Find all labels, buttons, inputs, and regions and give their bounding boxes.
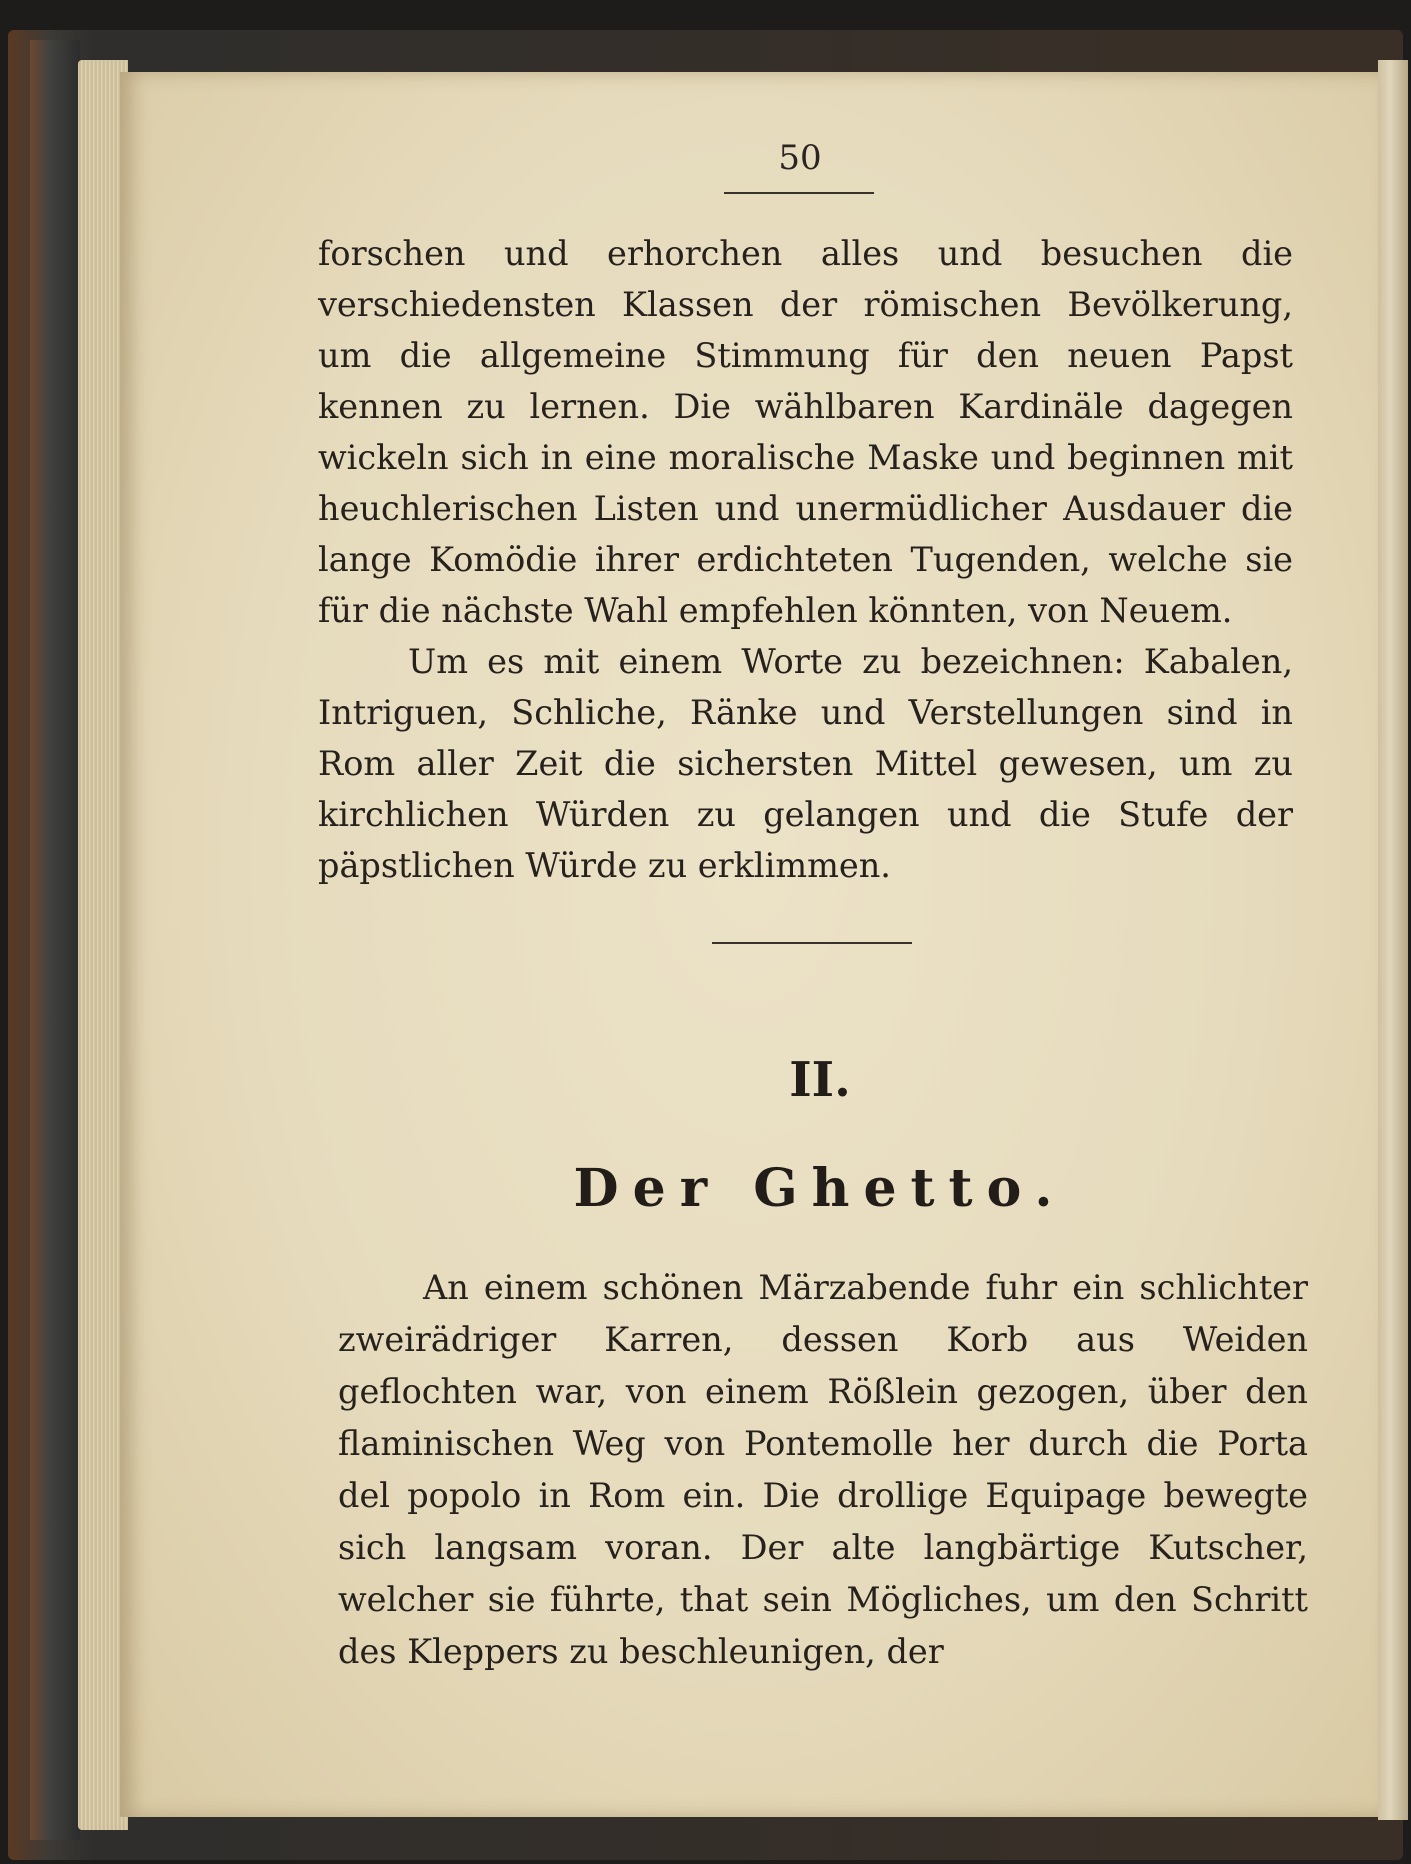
book-spine xyxy=(30,40,80,1840)
page-number-rule xyxy=(724,192,874,194)
body-paragraph-2: Um es mit einem Worte zu bezeichnen: Kabalen, Intriguen, Schliche, Ränke und Verstellungen sind in Rom aller Zeit die sichersten Mittel gewesen, um zu kirchlichen Würden zu gelangen und die Stufe der päpstlichen Würde zu erklimmen. xyxy=(318,642,1293,885)
chapter-title: Der Ghetto. xyxy=(573,1158,1067,1219)
section-divider xyxy=(712,942,912,944)
page-edges-right xyxy=(1378,60,1408,1820)
chapter-text xyxy=(338,1262,1308,1678)
chapter-number: II. xyxy=(789,1052,851,1108)
body-text xyxy=(318,228,1293,891)
body-paragraph-1: forschen und erhorchen alles und besuchen die verschiedensten Klassen der römischen Bevölkerung, um die allgemeine Stimmung für den neuen Papst kennen zu lernen. Die wählbaren Kardinäle dagegen wickeln sich in eine moralische Maske und beginnen mit heuchlerischen Listen und unermüdlicher Ausdauer die lange Komödie ihrer erdichteten Tugenden, welche sie für die nächste Wahl empfehlen könnten, von Neuem. xyxy=(318,234,1293,630)
page-number: 50 xyxy=(778,138,822,178)
chapter-paragraph-1: An einem schönen Märzabende fuhr ein schlichter zweirädriger Karren, dessen Korb aus Weiden geflochten war, von einem Rößlein gezogen, über den flaminischen Weg von Pontemolle her durch die Porta del popolo in Rom ein. Die drollige Equipage bewegte sich langsam voran. Der alte langbärtige Kutscher, welcher sie führte, that sein Mögliches, um den Schritt des Kleppers zu beschleunigen, der xyxy=(338,1268,1308,1671)
